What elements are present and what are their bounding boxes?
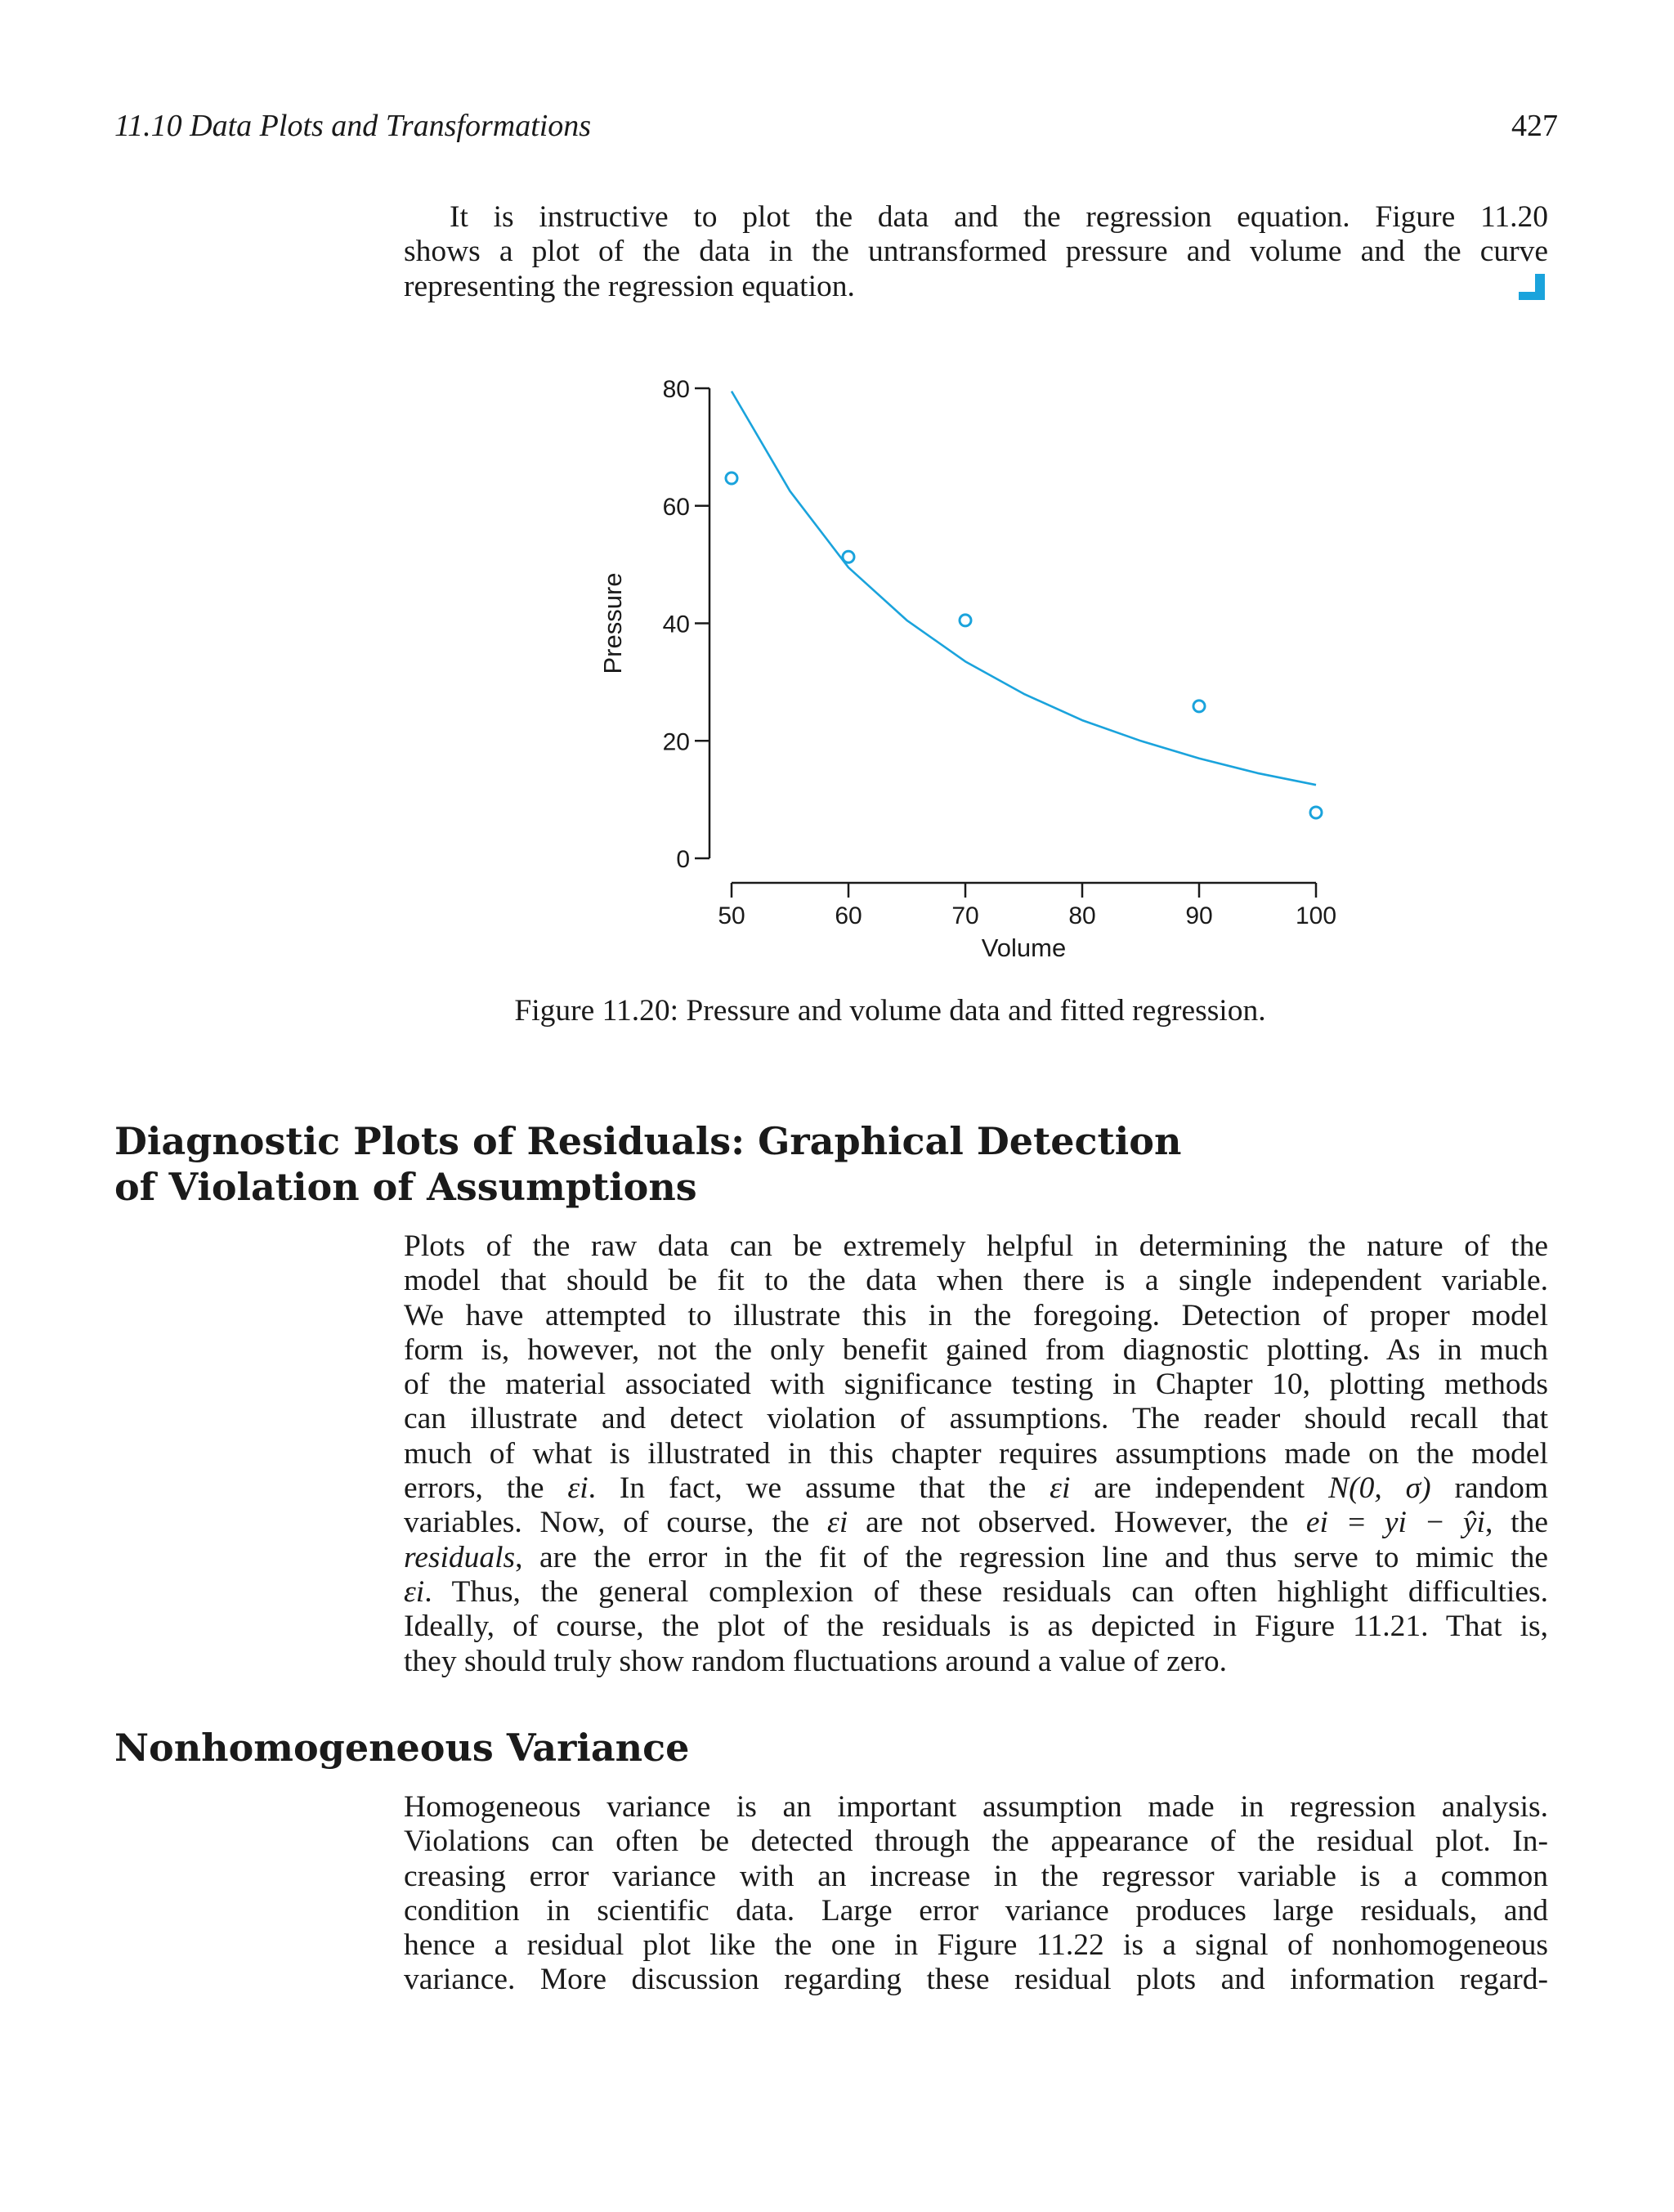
- section-heading-nonhomogeneous: Nonhomogeneous Variance: [114, 1726, 690, 1770]
- y-axis-label: Pressure: [598, 572, 627, 674]
- pressure-volume-chart: [572, 352, 1430, 973]
- body-line: Violations can often be detected through the appearance of the residual plot. In-: [404, 1825, 1548, 1859]
- body-line: of the material associated with significance testing in Chapter 10, plotting methods: [404, 1368, 1548, 1402]
- body-line: can illustrate and detect violation of assumptions. The reader should recall that: [404, 1402, 1548, 1436]
- y-tick-label: 20: [662, 728, 690, 756]
- body-line: form is, however, not the only benefit gained from diagnostic plotting. As in much: [404, 1332, 1548, 1367]
- regression-curve: [732, 392, 1316, 786]
- nonhomogeneous-paragraph: [404, 1790, 1548, 1998]
- page-number: 427: [1511, 109, 1558, 143]
- body-line: creasing error variance with an increase in the regressor variable is a common: [404, 1859, 1548, 1893]
- body-line: variables. Now, of course, the εi are not observed. However, the ei = yi − ŷi, the: [404, 1506, 1548, 1540]
- body-line: Plots of the raw data can be extremely helpful in determining the nature of the: [404, 1229, 1548, 1263]
- body-line: variance. More discussion regarding these residual plots and information regard-: [404, 1963, 1548, 1997]
- intro-paragraph: [404, 200, 1548, 304]
- data-point: [726, 472, 737, 484]
- body-line: they should truly show random fluctuations around a value of zero.: [404, 1644, 1228, 1678]
- y-tick-label: 40: [662, 611, 690, 638]
- body-line: residuals, are the error in the fit of the regression line and thus serve to mimic the: [404, 1540, 1548, 1574]
- math-epsilon-i: εi: [567, 1471, 589, 1506]
- chart-axes: [709, 388, 1316, 883]
- x-tick-label: 50: [718, 902, 745, 929]
- intro-line: It is instructive to plot the data and the regression equation. Figure 11.20: [450, 200, 1548, 234]
- body-line: Homogeneous variance is an important assumption made in regression analysis.: [404, 1790, 1548, 1824]
- data-point: [960, 615, 971, 626]
- body-line: We have attempted to illustrate this in the foregoing. Detection of proper model: [404, 1298, 1548, 1332]
- x-tick-label: 60: [835, 902, 862, 929]
- body-line: much of what is illustrated in this chapter requires assumptions made on the model: [404, 1436, 1548, 1471]
- body-line: εi. Thus, the general complexion of these residuals can often highlight difficulties.: [404, 1574, 1548, 1609]
- y-tick-label: 80: [662, 376, 690, 403]
- data-point: [1193, 701, 1205, 712]
- y-tick-label: 60: [662, 493, 690, 521]
- intro-line: representing the regression equation.: [404, 269, 855, 303]
- x-tick-label: 100: [1295, 902, 1337, 929]
- running-title: 11.10 Data Plots and Transformations: [114, 109, 592, 143]
- math-epsilon-i: εi: [827, 1506, 848, 1540]
- math-residual-equation: ei = yi − ŷi: [1305, 1506, 1485, 1540]
- section-heading-line: of Violation of Assumptions: [114, 1165, 697, 1209]
- regression-curve-group: [732, 392, 1316, 786]
- y-tick-label: 0: [676, 846, 690, 873]
- x-axis-label: Volume: [981, 934, 1067, 962]
- x-tick-label: 70: [951, 902, 979, 929]
- body-line: errors, the εi. In fact, we assume that the εi are independent N(0, σ) random: [404, 1471, 1549, 1506]
- figure-caption-text: Figure 11.20: Pressure and volume data and fitted regression.: [514, 994, 1266, 1028]
- diagnostic-paragraph: [404, 1229, 1548, 1679]
- body-line: model that should be fit to the data when there is a single independent variable.: [404, 1264, 1548, 1298]
- x-tick-label: 90: [1185, 902, 1213, 929]
- section-heading-line: Diagnostic Plots of Residuals: Graphical Detection: [114, 1119, 1182, 1163]
- x-tick-label: 80: [1068, 902, 1096, 929]
- math-epsilon-i: εi: [1050, 1471, 1071, 1506]
- math-epsilon-i: εi: [404, 1574, 425, 1609]
- body-line: hence a residual plot like the one in Figure 11.22 is a signal of nonhomogeneous: [404, 1928, 1548, 1963]
- figure-caption: [0, 993, 1674, 1028]
- chart-ticks: [663, 376, 1336, 929]
- body-line: Ideally, of course, the plot of the residuals is as depicted in Figure 11.21. That is,: [404, 1610, 1548, 1644]
- data-point: [1310, 807, 1322, 818]
- term-residuals: residuals: [404, 1540, 516, 1574]
- intro-line: shows a plot of the data in the untransformed pressure and volume and the curve: [404, 235, 1548, 269]
- end-of-example-marker-icon: [1519, 274, 1546, 302]
- math-normal-distribution: N(0, σ): [1328, 1471, 1431, 1506]
- section-heading-diagnostic: [114, 1118, 1181, 1210]
- data-point: [843, 551, 854, 562]
- body-line: condition in scientific data. Large error variance produces large residuals, and: [404, 1893, 1548, 1928]
